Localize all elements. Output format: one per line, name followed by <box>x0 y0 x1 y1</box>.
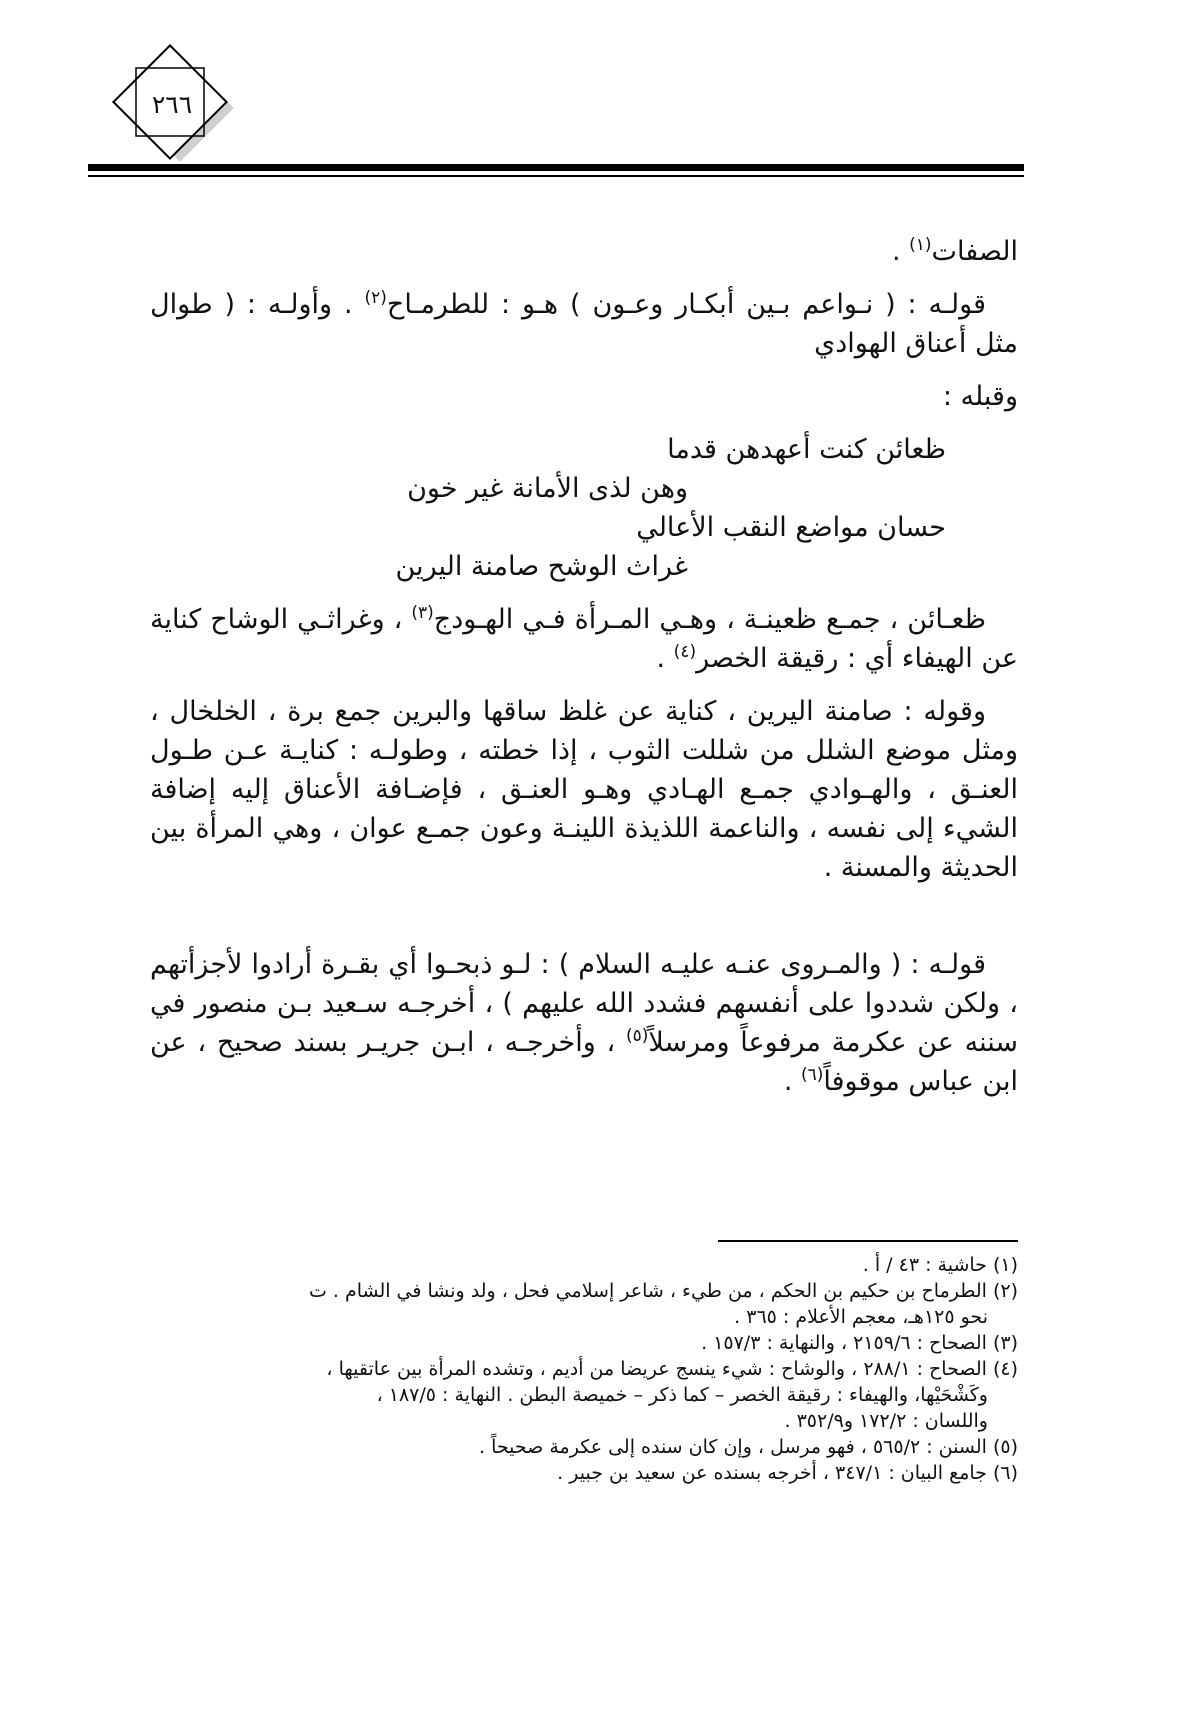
text-span: ، وغراثـي الوشاح كناية عن الهيفاء أي : رقيقة الخصر <box>150 604 1018 674</box>
footnote-ref[interactable]: (٢) <box>364 288 387 308</box>
paragraph-5: وقوله : صامنة اليرين ، كناية عن غلظ ساقها والبرين جمع برة ، الخلخال ، ومثل موضع الشلل من شللت الثوب ، إذا خطته ، وطولـه : كنايـة عـن طـول العنـق ، والهـوادي جمـع الهـادي وهـو العنـق ، فإضـافة الأعناق إليه إضافة الشيء إلى نفسه ، والناعمة اللذيذة اللينـة وعون جمـع عوان ، وهي المرأة بين الحديثة والمسنة . <box>150 696 1018 883</box>
poem <box>150 430 1018 586</box>
header-rule-thick <box>88 164 1024 171</box>
text-span: الصفات <box>931 236 1018 267</box>
text-span: ، وأخرجـه ، ابـن جريـر بسند صحيح ، عن ابن عباس موقوفاً <box>150 1027 1018 1097</box>
footnote-ref[interactable]: (٦) <box>801 1065 824 1085</box>
footnote-4: (٤) الصحاح : ٢٨٨/١ ، والوشاح : شيء ينسج عريضا من أديم ، وتشده المرأة بين عاتقيها ، <box>326 1358 1018 1380</box>
text-span: ظعـائن ، جمـع ظعينـة ، وهـي المـرأة فـي الهـودج <box>433 604 986 635</box>
footnote-1: (١) حاشية : ٤٣ / أ . <box>862 1254 1018 1276</box>
text-span: . <box>783 1066 801 1097</box>
paragraph-2 <box>150 285 1018 363</box>
text-span: قولـه : ( والمـروى عنـه عليـه السلام ) : لـو ذبحـوا أي بقـرة أرادوا لأجزأتهم ، ولكن شددوا على أنفسهم فشدد الله عليهم ) ، أخرجـه سـعيد بـن منصور في سننه عن عكرمة مرفوعاً ومرسلاً <box>150 949 1018 1058</box>
footnote-4-cont: وكَشْحَيْها، والهيفاء : رقيقة الخصر – كما ذكر – خميصة البطن . النهاية : ١٨٧/٥ ، <box>376 1384 988 1406</box>
footnote-6: (٦) جامع البيان : ٣٤٧/١ ، أخرجه بسنده عن سعيد بن جبير . <box>557 1462 1018 1484</box>
poem-verse: غراث الوشح صامنة اليرين <box>395 551 688 582</box>
text-span: . <box>656 643 674 674</box>
footnote-5: (٥) السنن : ٥٦٥/٢ ، فهو مرسل ، وإن كان سنده إلى عكرمة صحيحاً . <box>479 1436 1018 1458</box>
footnote-ref[interactable]: (٣) <box>411 603 434 623</box>
footnote-ref[interactable]: (١) <box>909 235 932 255</box>
poem-verse: ظعائن كنت أعهدهن قدما <box>667 434 946 465</box>
main-text <box>150 232 1018 1101</box>
footnote-ref[interactable]: (٤) <box>673 642 697 662</box>
text-span: . <box>891 236 910 267</box>
text-span: قولـه : ( نـواعم بـين أبكـار وعـون ) هـو : للطرمـاح <box>386 289 987 320</box>
footnote-2-cont: نحو ١٢٥هـ، معجم الأعلام : ٣٦٥ . <box>734 1306 988 1328</box>
footnote-separator <box>718 1240 1018 1242</box>
footnote-2: (٢) الطرماح بن حكيم بن الحكم ، من طيء ، شاعر إسلامي فحل ، ولد ونشا في الشام . ت <box>308 1280 1018 1302</box>
poem-verse: وهن لذى الأمانة غير خون <box>407 473 688 504</box>
page-number-ornament <box>106 44 238 176</box>
footnote-ref[interactable]: (٥) <box>625 1026 649 1046</box>
paragraph-6 <box>150 945 1018 1101</box>
paragraph-1 <box>150 232 1018 271</box>
paragraph-4 <box>150 600 1018 678</box>
page-number: ٢٦٦ <box>151 90 193 119</box>
poem-verse: حسان مواضع النقب الأعالي <box>636 512 946 543</box>
header-rule-thin <box>88 175 1024 177</box>
text-span: . وأولـه : ( طوال مثل أعناق الهوادي <box>150 289 1018 359</box>
paragraph-3: وقبله : <box>942 381 1018 412</box>
footnote-4-cont: واللسان : ١٧٢/٢ و٣٥٢/٩ . <box>784 1410 988 1432</box>
footnote-3: (٣) الصحاح : ٢١٥٩/٦ ، والنهاية : ١٥٧/٣ . <box>701 1332 1018 1354</box>
footnotes <box>150 1252 1018 1486</box>
